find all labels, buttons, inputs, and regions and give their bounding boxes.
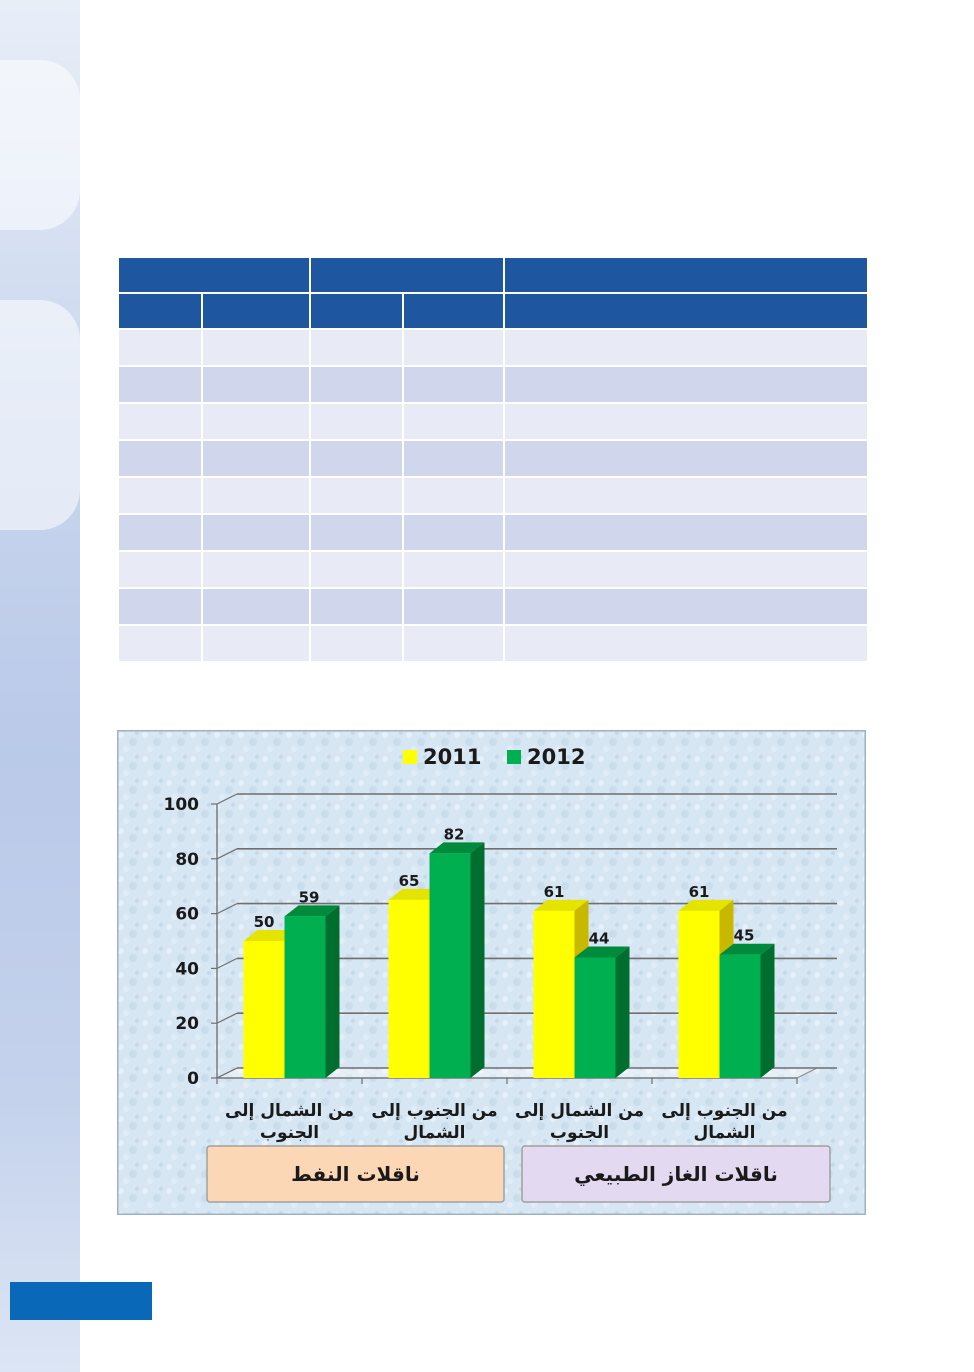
data-label: 61 [688, 882, 710, 901]
table-cell [310, 588, 403, 625]
table-header-cell [504, 293, 868, 329]
table-row [119, 588, 868, 625]
table-cell [119, 551, 202, 588]
table-cell [403, 625, 504, 662]
bar [430, 853, 471, 1078]
data-label: 59 [298, 888, 320, 907]
data-label: 44 [588, 929, 610, 948]
table-row [119, 625, 868, 662]
table-cell [119, 477, 202, 514]
table-cell [119, 366, 202, 403]
table-cell [202, 588, 310, 625]
table-row [119, 366, 868, 403]
data-label: 61 [543, 882, 565, 901]
table-header-cell [310, 293, 403, 329]
data-label: 82 [443, 825, 465, 844]
table-header-cell [202, 293, 310, 329]
table-cell [310, 403, 403, 440]
legend-swatch [507, 750, 521, 764]
bar [534, 911, 575, 1078]
table-cell [202, 625, 310, 662]
table-cell [119, 588, 202, 625]
bar-chart-panel [117, 730, 866, 1215]
table-cell [202, 477, 310, 514]
x-tick-label: من الشمال إلى [224, 1101, 355, 1121]
table-cell [202, 551, 310, 588]
y-tick-label: 40 [175, 959, 199, 980]
table-cell [310, 329, 403, 366]
table-cell [504, 588, 868, 625]
table-cell [504, 514, 868, 551]
x-tick-label: الجنوب [549, 1123, 610, 1143]
y-tick-label: 80 [175, 849, 199, 870]
bar-side-face [326, 905, 340, 1078]
x-tick-label: الشمال [693, 1123, 756, 1143]
table-header-cell [310, 258, 504, 293]
table-cell [310, 514, 403, 551]
table-header-cell [119, 258, 310, 293]
table-header-cell [403, 293, 504, 329]
data-table [119, 258, 868, 660]
table-cell [504, 625, 868, 662]
table-cell [504, 477, 868, 514]
table-cell [119, 514, 202, 551]
table-cell [202, 440, 310, 477]
table-cell [403, 440, 504, 477]
table-cell [504, 551, 868, 588]
x-tick-label: من الجنوب إلى [371, 1101, 498, 1121]
category-group-label: ناقلات الغاز الطبيعي [574, 1162, 778, 1186]
table-row [119, 440, 868, 477]
table-header-row [119, 258, 868, 293]
table-cell [403, 588, 504, 625]
table-cell [119, 625, 202, 662]
data-label: 50 [253, 913, 275, 931]
table-cell [202, 403, 310, 440]
table-cell [403, 329, 504, 366]
table-cell [310, 625, 403, 662]
data-label: 45 [733, 926, 755, 945]
table-header-cell [504, 258, 868, 293]
data-label: 65 [398, 871, 420, 890]
bar [389, 900, 430, 1078]
table-cell [504, 366, 868, 403]
side-cloud-shape [0, 60, 80, 230]
table-cell [310, 551, 403, 588]
category-group-label: ناقلات النفط [291, 1162, 420, 1186]
table-cell [504, 329, 868, 366]
table-cell [403, 403, 504, 440]
table-cell [119, 440, 202, 477]
y-tick-label: 100 [163, 795, 199, 815]
table-row [119, 514, 868, 551]
bar [575, 957, 616, 1078]
table-cell [310, 477, 403, 514]
bar [720, 955, 761, 1078]
table-cell [504, 403, 868, 440]
table-row [119, 329, 868, 366]
table-row [119, 477, 868, 514]
y-tick-label: 60 [175, 904, 199, 925]
table-cell [202, 514, 310, 551]
legend-label: 2012 [527, 745, 586, 769]
page-footer-bar [10, 1282, 152, 1320]
table-row [119, 551, 868, 588]
table-cell [403, 514, 504, 551]
bar-chart [117, 730, 866, 1215]
table-cell [202, 329, 310, 366]
x-tick-label: من الشمال إلى [514, 1101, 645, 1121]
table-cell [119, 403, 202, 440]
table-cell [310, 440, 403, 477]
legend-label: 2011 [423, 745, 482, 769]
table-cell [310, 366, 403, 403]
bar [244, 941, 285, 1078]
y-tick-label: 0 [187, 1069, 199, 1089]
table-cell [202, 366, 310, 403]
bar-side-face [761, 944, 775, 1078]
x-tick-label: من الجنوب إلى [661, 1101, 788, 1121]
table-header-row [119, 293, 868, 329]
table-row [119, 403, 868, 440]
bar [285, 916, 326, 1078]
bar [679, 911, 720, 1078]
side-cloud-shape [0, 300, 80, 530]
bar-side-face [616, 946, 630, 1078]
x-tick-label: الشمال [403, 1123, 466, 1143]
table-cell [403, 366, 504, 403]
bar-side-face [471, 842, 485, 1078]
table-cell [119, 329, 202, 366]
x-tick-label: الجنوب [259, 1123, 320, 1143]
table-cell [504, 440, 868, 477]
table-cell [403, 477, 504, 514]
legend-swatch [403, 750, 417, 764]
table-header-cell [119, 293, 202, 329]
table-cell [403, 551, 504, 588]
y-tick-label: 20 [175, 1014, 199, 1035]
